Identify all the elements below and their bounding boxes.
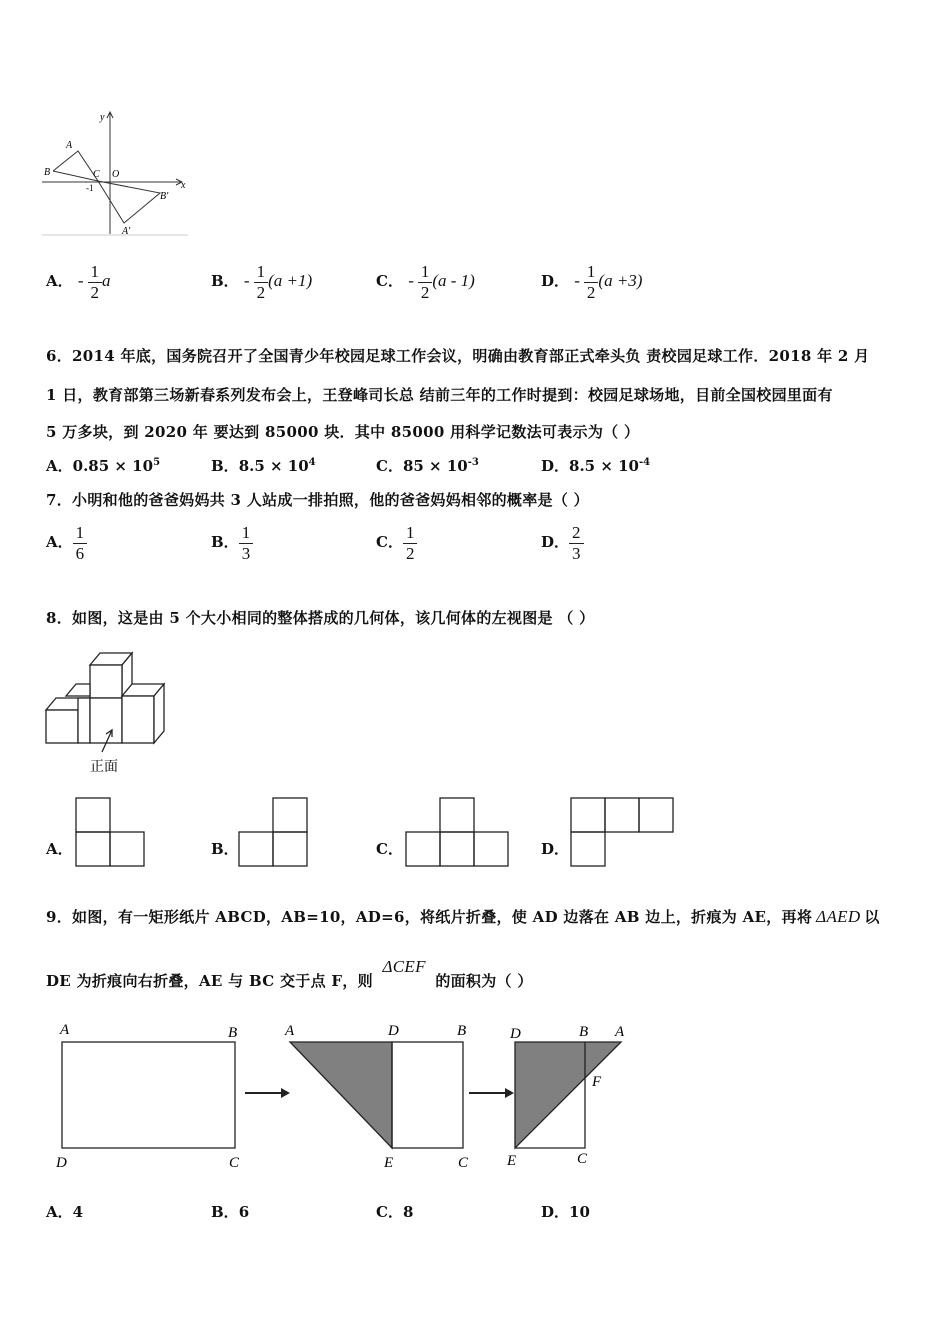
q7-option-a[interactable]: A． $\frac{1}{6}$: [46, 523, 87, 563]
fraction: $\frac{1}{2}$: [584, 262, 599, 302]
q8-option-a-view[interactable]: [74, 796, 148, 868]
q9-option-d[interactable]: D．10: [541, 1203, 590, 1221]
y-axis-label: y: [100, 112, 105, 123]
q8-option-c-label[interactable]: C．: [376, 840, 403, 858]
x-axis-label: x: [181, 180, 186, 191]
fraction: $\frac{1}{6}$: [73, 523, 88, 563]
svg-text:B: B: [457, 1023, 467, 1039]
point-a-label: A: [66, 140, 73, 151]
svg-text:A: A: [615, 1024, 625, 1040]
q5-option-a[interactable]: A． - $\frac{1}{2}$ a: [46, 262, 111, 302]
svg-text:C: C: [458, 1155, 469, 1171]
fraction: $\frac{1}{2}$: [254, 262, 269, 302]
svg-text:C: C: [229, 1155, 240, 1171]
q8-text: 8．如图，这是由 5 个大小相同的整体搭成的几何体，该几何体的左视图是 （ ）: [46, 609, 595, 627]
svg-text:A: A: [285, 1023, 295, 1039]
point-a-prime-label: A': [122, 226, 131, 237]
q8-option-d-view[interactable]: [569, 796, 679, 868]
q9-option-b[interactable]: B．6: [211, 1203, 250, 1221]
q6-option-c[interactable]: C．$85 \times 10^{-3}$: [376, 457, 479, 475]
fraction: $\frac{1}{3}$: [239, 523, 254, 563]
point-b-prime-label: B': [160, 191, 169, 202]
q6-option-b[interactable]: B．$8.5 \times 10^4$: [211, 457, 316, 475]
q7-option-b[interactable]: B． $\frac{1}{3}$: [211, 523, 253, 563]
q8-cube-figure: [42, 648, 172, 776]
point-b-label: B: [44, 167, 51, 178]
minus-one-label: -1: [86, 183, 94, 193]
q8-option-b-view[interactable]: [237, 796, 311, 868]
svg-text:C: C: [577, 1151, 588, 1167]
q9-first-fold-figure: [280, 1018, 480, 1174]
q6-text-line2: 1 日，教育部第三场新春系列发布会上，王登峰司长总 结前三年的工作时提到：校园足球场地，目前全国校园里面有: [46, 386, 833, 404]
fraction: $\frac{2}{3}$: [569, 523, 584, 563]
svg-text:F: F: [592, 1074, 602, 1090]
q8-option-a-label[interactable]: A．: [46, 840, 73, 858]
point-c-label: C: [93, 169, 100, 180]
q6-option-a[interactable]: A．$0.85 \times 10^5$: [46, 457, 161, 475]
q9-option-a[interactable]: A．4: [46, 1203, 84, 1221]
q8-option-b-label[interactable]: B．: [211, 840, 239, 858]
triangle-cef: ΔCEF: [382, 957, 426, 976]
option-label: D．: [541, 272, 570, 291]
svg-text:B: B: [228, 1025, 238, 1041]
front-label: 正面: [90, 760, 118, 775]
svg-text:D: D: [510, 1026, 521, 1042]
q9-text-line1: 9．如图，有一矩形纸片 ABCD，AB=10，AD=6，将纸片折叠，使 AD 边落在 AB 边上，折痕为 AE，再将 ΔAED 以: [46, 907, 880, 926]
q7-option-c[interactable]: C． $\frac{1}{2}$: [376, 523, 417, 563]
q9-option-c[interactable]: C．8: [376, 1203, 414, 1221]
q6-text-line1: 6．2014 年底，国务院召开了全国青少年校园足球工作会议，明确由教育部正式牵头负 责校园足球工作．2018 年 2 月: [46, 347, 870, 365]
q6-text-line3: 5 万多块，到 2020 年 要达到 85000 块．其中 85000 用科学记数法可表示为（ ）: [46, 423, 640, 441]
option-label: C．: [376, 272, 403, 291]
fraction: $\frac{1}{2}$: [403, 523, 418, 563]
fraction: $\frac{1}{2}$: [418, 262, 433, 302]
svg-text:E: E: [507, 1153, 517, 1169]
svg-text:B: B: [579, 1024, 589, 1040]
fraction: $\frac{1}{2}$: [88, 262, 103, 302]
q9-second-fold-figure: [505, 1018, 645, 1174]
q7-option-d[interactable]: D． $\frac{2}{3}$: [541, 523, 584, 563]
svg-text:D: D: [56, 1155, 67, 1171]
q6-option-d[interactable]: D．$8.5 \times 10^{-4}$: [541, 457, 651, 475]
q8-option-c-view[interactable]: [404, 796, 514, 868]
q7-text: 7．小明和他的爸爸妈妈共 3 人站成一排拍照，他的爸爸妈妈相邻的概率是（ ）: [46, 491, 589, 509]
triangle-aed: ΔAED: [816, 907, 861, 926]
q5-option-b[interactable]: B． - $\frac{1}{2}$ (a +1): [211, 262, 313, 302]
q5-option-c[interactable]: C． - $\frac{1}{2}$ (a - 1): [376, 262, 475, 302]
option-label: A．: [46, 272, 73, 291]
q8-option-d-label[interactable]: D．: [541, 840, 570, 858]
option-label: B．: [211, 272, 239, 291]
q5-coordinate-figure: [40, 108, 190, 240]
q9-rectangle-figure: [52, 1018, 252, 1174]
origin-label: O: [112, 169, 120, 180]
q9-text-line2: DE 为折痕向右折叠，AE 与 BC 交于点 F，则 ΔCEF 的面积为（ ）: [46, 957, 533, 990]
svg-text:E: E: [384, 1155, 394, 1171]
svg-text:A: A: [60, 1022, 70, 1038]
q5-option-d[interactable]: D． - $\frac{1}{2}$ (a +3): [541, 262, 643, 302]
svg-text:D: D: [388, 1023, 399, 1039]
